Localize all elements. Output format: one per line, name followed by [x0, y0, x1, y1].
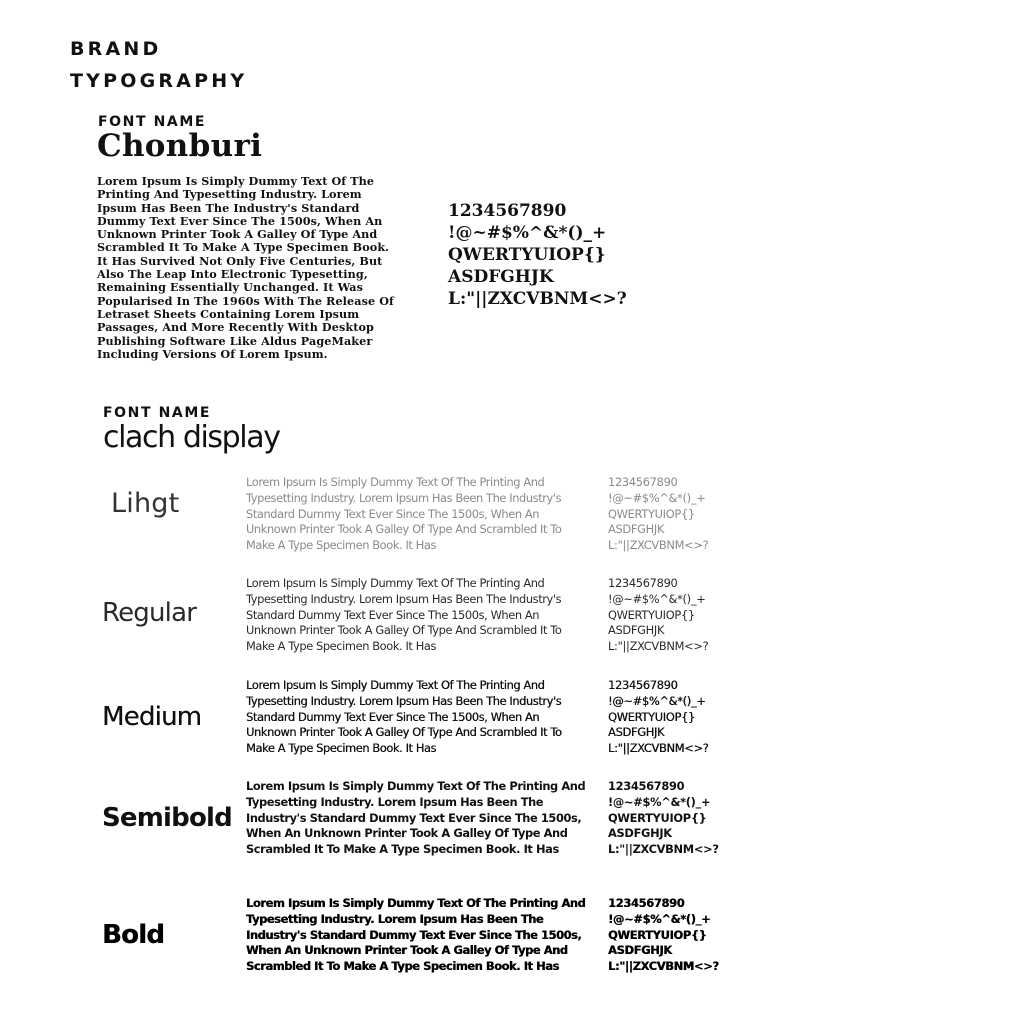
- glyph-line: ASDFGHJK: [608, 522, 665, 537]
- glyph-line: ASDFGHJK: [608, 943, 672, 958]
- glyph-line: QWERTYUIOP{}: [608, 506, 695, 521]
- glyph-line: L:"||ZXCVBNM<>?: [608, 639, 709, 654]
- weight-sample-light: Lorem Ipsum Is Simply Dummy Text Of The Printing And Typesetting Industry. Lorem Ipsum Has Been The Industry's Standard Dummy Text Ever Since The 1500s, When An Unknown Printer Took A Galley Of Type And Scrambled It To Make A Type Specimen Book. It Has: [246, 475, 562, 553]
- weight-sample-bold: Lorem Ipsum Is Simply Dummy Text Of The Printing And Typesetting Industry. Lorem Ipsum Has Been The Industry's Standard Dummy Text Ever Since The 1500s, When An Unknown Printer Took A Galley Of Type And Scrambled It To Make A Type Specimen Book. It Has: [246, 896, 586, 974]
- font2-name: clach display: [103, 420, 280, 455]
- glyph-line: !@~#$%^&*()_+: [608, 911, 711, 926]
- glyph-line: QWERTYUIOP{}: [608, 607, 695, 622]
- weight-sample-semibold: Lorem Ipsum Is Simply Dummy Text Of The Printing And Typesetting Industry. Lorem Ipsum Has Been The Industry's Standard Dummy Text Ever Since The 1500s, When An Unknown Printer Took A Galley Of Type And Scrambled It To Make A Type Specimen Book. It Has: [246, 779, 586, 857]
- glyph-line: L:"||ZXCVBNM<>?: [608, 741, 709, 756]
- glyph-line: !@~#$%^&*()_+: [608, 794, 711, 809]
- glyph-line: QWERTYUIOP{}: [448, 245, 606, 265]
- glyph-line: ASDFGHJK: [608, 623, 665, 638]
- font1-glyph-set: [448, 200, 627, 310]
- glyph-line: L:"||ZXCVBNM<>?: [448, 289, 627, 309]
- glyph-line: 1234567890: [448, 201, 567, 221]
- glyph-line: L:"||ZXCVBNM<>?: [608, 959, 719, 974]
- glyph-line: ASDFGHJK: [608, 826, 672, 841]
- glyph-line: 1234567890: [608, 576, 678, 590]
- glyph-line: QWERTYUIOP{}: [608, 709, 695, 724]
- weight-sample-medium: Lorem Ipsum Is Simply Dummy Text Of The Printing And Typesetting Industry. Lorem Ipsum Has Been The Industry's Standard Dummy Text Ever Since The 1500s, When An Unknown Printer Took A Galley Of Type And Scrambled It To Make A Type Specimen Book. It Has: [246, 678, 562, 756]
- glyph-line: ASDFGHJK: [608, 725, 665, 740]
- weight-label-semibold: Semibold: [102, 803, 232, 833]
- glyph-line: L:"||ZXCVBNM<>?: [608, 842, 719, 857]
- glyph-line: 1234567890: [608, 678, 678, 692]
- glyph-line: !@~#$%^&*()_+: [608, 693, 706, 708]
- font1-label: FONT NAME: [98, 114, 207, 130]
- glyph-line: !@~#$%^&*()_+: [608, 591, 706, 606]
- weight-glyphs-bold: [608, 896, 719, 975]
- weight-label-medium: Medium: [102, 702, 202, 732]
- glyph-line: 1234567890: [608, 475, 678, 489]
- glyph-line: !@~#$%^&*()_+: [448, 223, 607, 243]
- glyph-line: !@~#$%^&*()_+: [608, 490, 706, 505]
- weight-sample-regular: Lorem Ipsum Is Simply Dummy Text Of The Printing And Typesetting Industry. Lorem Ipsum Has Been The Industry's Standard Dummy Text Ever Since The 1500s, When An Unknown Printer Took A Galley Of Type And Scrambled It To Make A Type Specimen Book. It Has: [246, 576, 562, 654]
- glyph-line: 1234567890: [608, 779, 685, 793]
- glyph-line: ASDFGHJK: [448, 267, 554, 287]
- glyph-line: 1234567890: [608, 896, 685, 910]
- weight-label-regular: Regular: [102, 598, 197, 628]
- weight-glyphs-light: [608, 475, 708, 554]
- brand-heading-line2: TYPOGRAPHY: [70, 70, 248, 92]
- font1-sample-paragraph: Lorem Ipsum Is Simply Dummy Text Of The Printing And Typesetting Industry. Lorem Ipsum Has Been The Industry's Standard Dummy Text Ever Since The 1500s, When An Unknown Printer Took A Galley Of Type And Scrambled It To Make A Type Specimen Book. It Has Survived Not Only Five Centuries, But Also The Leap Into Electronic Typesetting, Remaining Essentially Unchanged. It Was Popularised In The 1960s With The Release Of Letraset Sheets Containing Lorem Ipsum Passages, And More Recently With Desktop Publishing Software Like Aldus PageMaker Including Versions Of Lorem Ipsum.: [97, 174, 394, 361]
- weight-label-bold: Bold: [102, 920, 165, 950]
- font2-label: FONT NAME: [103, 405, 212, 421]
- weight-label-light: Lihgt: [111, 488, 180, 519]
- weight-glyphs-medium: [608, 678, 708, 757]
- weight-glyphs-semibold: [608, 779, 719, 858]
- font1-name: Chonburi: [97, 128, 263, 164]
- weight-glyphs-regular: [608, 576, 708, 655]
- brand-heading-line1: BRAND: [70, 38, 162, 60]
- glyph-line: QWERTYUIOP{}: [608, 810, 707, 825]
- glyph-line: L:"||ZXCVBNM<>?: [608, 538, 709, 553]
- glyph-line: QWERTYUIOP{}: [608, 927, 707, 942]
